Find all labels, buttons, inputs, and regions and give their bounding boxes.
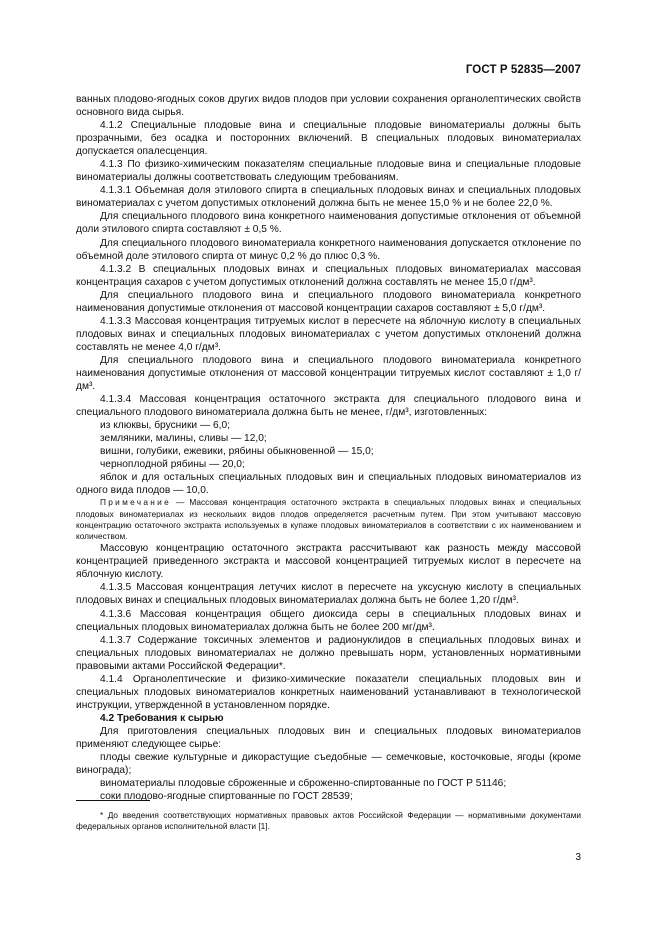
- paragraph: 4.1.3 По физико-химическим показателям специальные плодовые вина и специальные плодовые виноматериалы должны соответствовать следующим требованиям.: [76, 159, 581, 184]
- paragraph: 4.1.3.1 Объемная доля этилового спирта в специальных плодовых винах и специальных плодовых виноматериалах с учетом допустимых отклонений должна быть не менее 15,0 % и не более 22,0 %.: [76, 185, 581, 210]
- paragraph: 4.1.3.7 Содержание токсичных элементов и радионуклидов в специальных плодовых винах и специальных плодовых виноматериалах не должно превышать норм, установленных нормативными правовыми актами Российской Федерации*.: [76, 634, 581, 672]
- document-body: [76, 93, 581, 803]
- paragraph: 4.1.3.6 Массовая концентрация общего диоксида серы в специальных плодовых винах и специальных плодовых виноматериалах должна быть не более 200 мг/дм³.: [76, 608, 581, 633]
- paragraph: 4.1.4 Органолептические и физико-химические показатели специальных плодовых вин и специальных плодовых виноматериалов конкретных наименований устанавливают в технологической инструкции, утвержденной в установленном порядке.: [76, 673, 581, 711]
- paragraph: Для специального плодового вина конкретного наименования допустимые отклонения от объемной доли этилового спирта составляют ± 0,5 %.: [76, 211, 581, 236]
- page-number: 3: [575, 852, 581, 863]
- paragraph: 4.1.3.2 В специальных плодовых винах и специальных плодовых виноматериалах массовая концентрация сахаров с учетом допустимых отклонений должна составлять не менее 15,0 г/дм³.: [76, 263, 581, 288]
- paragraph: виноматериалы плодовые сброженные и сброженно-спиртованные по ГОСТ Р 51146;: [100, 778, 507, 790]
- note-lead: Примечание: [100, 497, 172, 508]
- paragraph: плоды свежие культурные и дикорастущие съедобные — семечковые, косточковые, ягоды (кроме винограда);: [76, 752, 581, 777]
- list-item: вишни, голубики, ежевики, рябины обыкновенной — 15,0;: [100, 446, 374, 458]
- footnote: * До введения соответствующих нормативных правовых актов Российской Федерации — нормативными документами федеральных органов исполнительной власти [1].: [76, 810, 581, 832]
- list-item: черноплодной рябины — 20,0;: [100, 459, 245, 471]
- paragraph: Для специального плодового вина и специального плодового виноматериала конкретного наименования допустимые отклонения от массовой концентрации сахаров составляют ± 5,0 г/дм³.: [76, 289, 581, 314]
- note: [76, 497, 581, 542]
- paragraph: Для специального плодового вина и специального плодового виноматериала конкретного наименования допустимые отклонения от массовой концентрации титруемых кислот составляют ± 1,0 г/дм³.: [76, 354, 581, 393]
- footnote-divider: [76, 800, 150, 801]
- document-header: ГОСТ Р 52835—2007: [465, 64, 581, 76]
- paragraph: 4.1.2 Специальные плодовые вина и специальные плодовые виноматериалы должны быть прозрачными, без осадка и посторонних включений. В специальных плодовых виноматериалах допускается опалесценция.: [76, 120, 581, 158]
- paragraph: Для специального плодового виноматериала конкретного наименования допускается отклонение по объемной доле этилового спирта от минус 0,2 % до плюс 0,3 %.: [76, 237, 581, 262]
- paragraph: ванных плодово-ягодных соков других видов плодов при условии сохранения органолептических свойств основного вида сырья.: [76, 94, 581, 119]
- extract-list: [76, 419, 581, 497]
- section-heading: 4.2 Требования к сырью: [100, 712, 224, 724]
- list-item: из клюквы, брусники — 6,0;: [100, 420, 230, 432]
- list-item: яблок и для остальных специальных плодовых вин и специальных плодовых виноматериалов из одного вида плодов — 10,0.: [76, 472, 581, 497]
- note-text: — Массовая концентрация остаточного экстракта в специальных плодовых винах и специальных плодовых виноматериалах из нескольких видов плодов определяется расчетным путем. При этом учитывают массовую концентрацию остаточного экстракта используемых в купаже плодовых виноматериалов в соответствии с их наименованием и количеством.: [76, 497, 581, 542]
- paragraph: 4.1.3.3 Массовая концентрация титруемых кислот в пересчете на яблочную кислоту в специальных плодовых винах и специальных плодовых виноматериалах с учетом допустимых отклонений должна составлять не менее 4,0 г/дм³.: [76, 315, 581, 353]
- paragraph: Массовую концентрацию остаточного экстракта рассчитывают как разность между массовой концентрацией приведенного экстракта и массовой концентрацией титруемых кислот в пересчете на яблочную кислоту.: [76, 543, 581, 581]
- paragraph: Для приготовления специальных плодовых вин и специальных плодовых виноматериалов применяют следующее сырье:: [76, 725, 581, 750]
- paragraph: соки плодово-ягодные спиртованные по ГОСТ 28539;: [100, 791, 353, 803]
- paragraph: 4.1.3.5 Массовая концентрация летучих кислот в пересчете на уксусную кислоту в специальных плодовых винах и специальных плодовых виноматериалах должна быть не более 1,20 г/дм³.: [76, 582, 581, 607]
- list-item: земляники, малины, сливы — 12,0;: [100, 433, 267, 445]
- paragraph: 4.1.3.4 Массовая концентрация остаточного экстракта для специального плодового вина и специального плодового виноматериала должна быть не менее, г/дм³, изготовленных:: [76, 394, 581, 419]
